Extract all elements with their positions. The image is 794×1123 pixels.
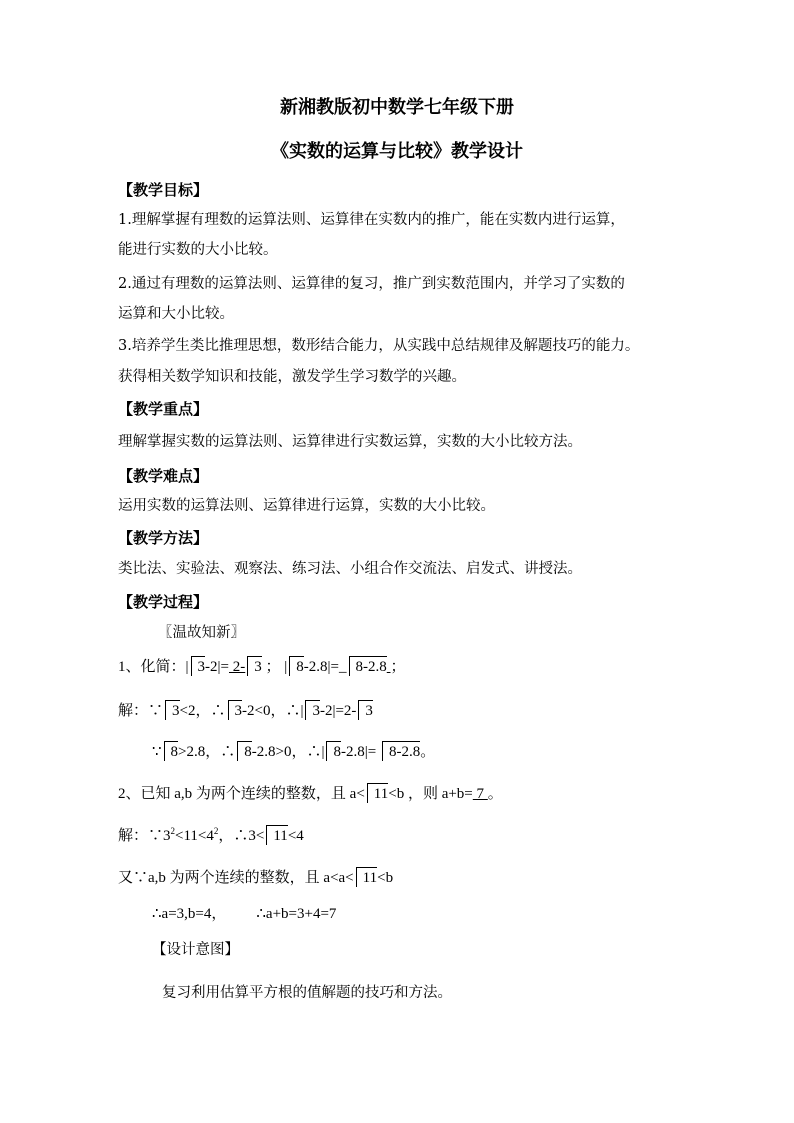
solution-2-line-3 [152,904,336,924]
sqrt-3: 3 [227,701,243,721]
answer-1-blank [229,659,262,675]
solution-1-line-1 [118,701,373,721]
sqrt-8: 8 [236,742,252,762]
sqrt-8: 8 [163,742,179,762]
methods-heading: 【教学方法】 [118,529,209,547]
sqrt-11: 11 [265,826,287,846]
end-mark: 。 [487,786,503,802]
key-points-text: 理解掌握实数的运算法则、运算律进行实数运算，实数的大小比较方法。 [118,434,582,450]
answer-3-blank: 7 [472,786,488,802]
question-1 [118,657,406,677]
difficulties-text: 运用实数的运算法则、运算律进行运算，实数的大小比较。 [118,498,495,514]
sqrt-11: 11 [366,784,388,804]
solution-2-line-2 [118,868,393,888]
key-points-heading: 【教学重点】 [118,400,209,418]
sqrt-3: 3 [246,657,262,677]
expr-text: <b ，则 a+b= [388,786,473,802]
abs-bar: | [185,659,189,675]
expr-text: -2|=2- [319,703,357,719]
objective-1-line-a: 1.理解掌握有理数的运算法则、运算律在实数内的推广，能在实数内进行运算， [118,212,625,228]
end-mark: ； [390,659,406,675]
sqrt-3: 3 [357,701,373,721]
sqrt-11: 11 [355,868,377,888]
exponent: 2 [213,826,219,836]
expr-text: 解：∵3 [118,828,171,844]
expr-text: 又∵a,b 为两个连续的整数，且 a<a< [118,870,354,886]
abs-bar: | [284,659,288,675]
expr-text: -2<0，∴| [242,703,304,719]
objective-2-line-a: 2.通过有理数的运算法则、运算律的复习，推广到实数范围内，并学习了实数的 [118,276,625,292]
solution-label: 解： [118,703,149,719]
sqrt-8-minus-2-8: 8-2.8 [348,657,387,677]
difficulties-heading: 【教学难点】 [118,467,209,485]
objective-3-line-b: 获得相关数学知识和技能，激发学生学习数学的兴趣。 [118,369,466,385]
sqrt-8: 8 [325,742,341,762]
expr-text: ∴a=3,b=4， [152,906,227,922]
solution-2-line-1 [118,826,304,846]
design-intent-text: 复习利用估算平方根的值解题的技巧和方法。 [162,985,452,1001]
answer-1-text: 2- [229,659,246,675]
expr-text: -2|= [205,659,229,675]
sqrt-3: 3 [164,701,180,721]
end-mark: 。 [420,744,436,760]
expr-text: <2，∴ [179,703,226,719]
document-subtitle: 《实数的运算与比较》教学设计 [271,141,523,162]
expr-text: <4 [287,828,304,844]
solution-1-line-2 [152,742,435,762]
expr-text: ，∴3< [218,828,265,844]
objective-3-line-a: 3.培养学生类比推理思想，数形结合能力，从实践中总结规律及解题技巧的能力。 [118,338,640,354]
question-2-text: 2、已知 a,b 为两个连续的整数，且 a< [118,786,365,802]
separator: ； [261,659,285,675]
expr-text: <b [377,870,394,886]
design-intent-label: 【设计意图】 [152,942,239,958]
exponent: 2 [170,826,176,836]
question-2 [118,784,503,804]
objective-1-line-b: 能进行实数的大小比较。 [118,242,278,258]
because-symbol: ∵ [148,703,164,719]
question-1-label: 1、化简： [118,659,186,675]
expr-text: -2.8|=_ [303,659,347,675]
review-label: 〖温故知新〗 [158,625,245,641]
objectives-heading: 【教学目标】 [118,181,209,199]
answer-2-blank [347,659,391,675]
because-symbol: ∵ [152,744,162,760]
sqrt-3: 3 [304,701,320,721]
expr-text: >2.8，∴ [178,744,236,760]
objective-2-line-b: 运算和大小比较。 [118,306,234,322]
process-heading: 【教学过程】 [118,593,209,611]
methods-text: 类比法、实验法、观察法、练习法、小组合作交流法、启发式、讲授法。 [118,561,582,577]
expr-text: -2.8|= [340,744,380,760]
expr-text: ∴a+b=3+4=7 [256,906,337,922]
expr-text: <11<4 [175,828,214,844]
document-title: 新湘教版初中数学七年级下册 [280,97,514,118]
expr-text: -2.8>0，∴| [251,744,325,760]
sqrt-3: 3 [190,657,206,677]
sqrt-8: 8 [288,657,304,677]
sqrt-8-minus-2-8: 8-2.8 [381,742,420,762]
